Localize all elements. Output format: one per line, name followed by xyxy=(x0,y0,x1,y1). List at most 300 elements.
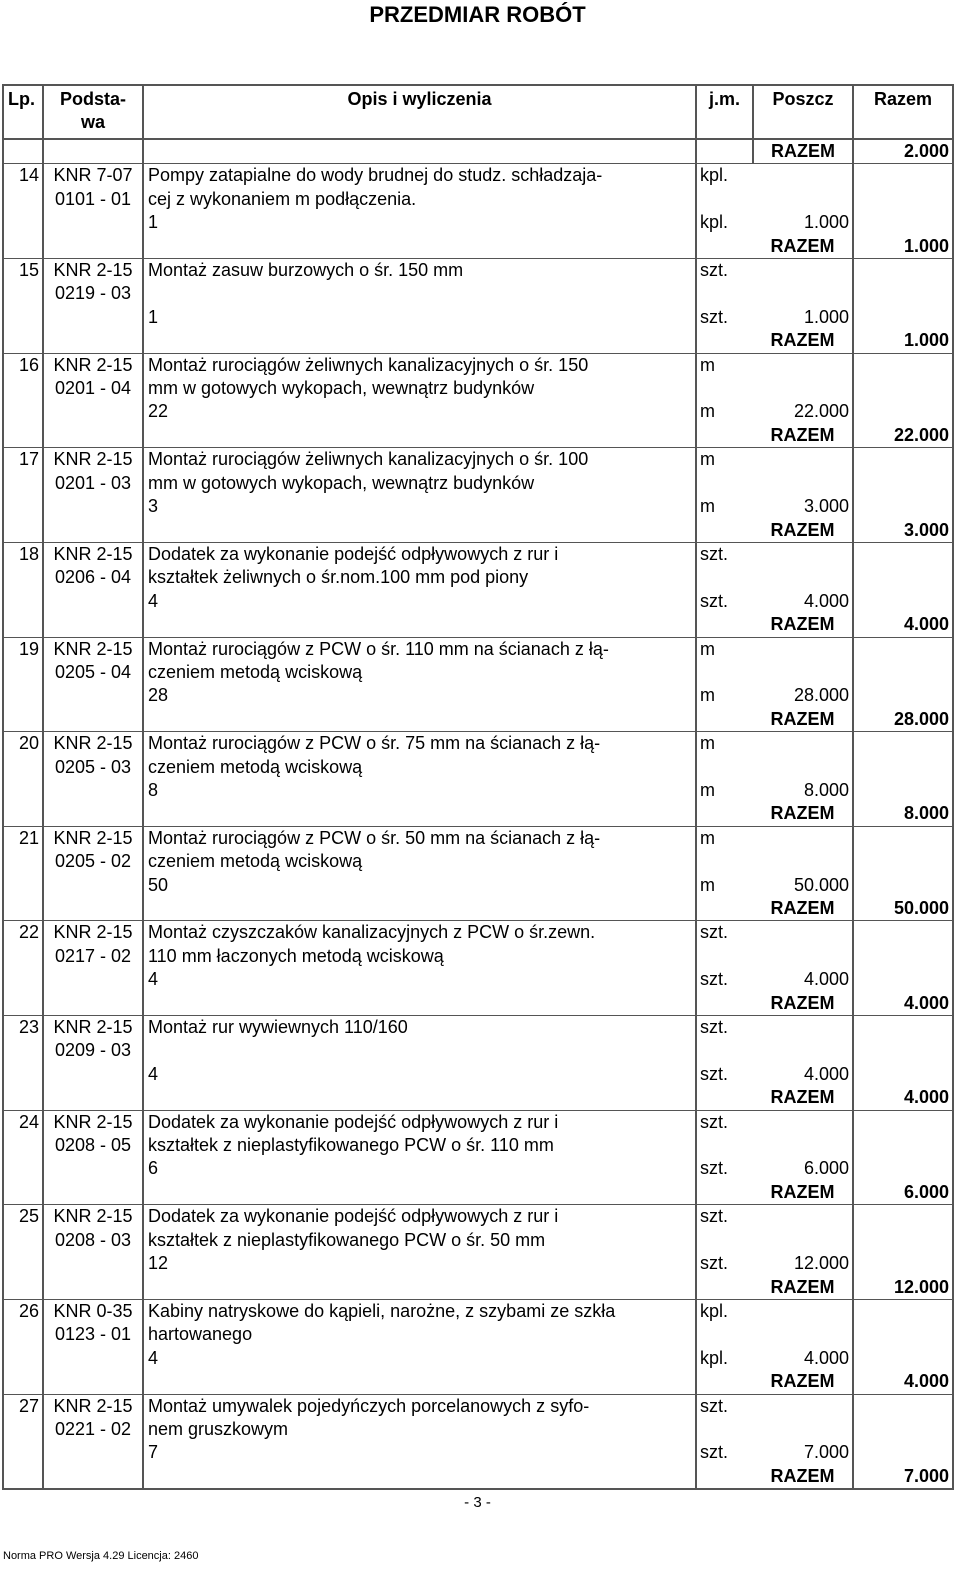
item-lp-empty xyxy=(3,1229,43,1252)
item-unit-empty xyxy=(696,1370,753,1394)
page-number: - 3 - xyxy=(464,1494,491,1511)
header-podstawa: Podsta- wa xyxy=(43,85,143,139)
item-unit-empty xyxy=(696,992,753,1016)
item-row-cont xyxy=(3,377,953,400)
item-description-line: Kabiny natryskowe do kąpieli, narożne, z szybami ze szkła xyxy=(143,1299,696,1323)
item-base-empty xyxy=(43,590,143,613)
item-lp-empty xyxy=(3,613,43,637)
item-calc-row xyxy=(3,400,953,423)
item-row-cont xyxy=(3,282,953,305)
item-poszcz-value: 3.000 xyxy=(753,495,853,518)
item-poszcz-value: 8.000 xyxy=(753,779,853,802)
item-calc-unit: m xyxy=(696,495,753,518)
item-desc-empty xyxy=(143,235,696,259)
razem-value: 1.000 xyxy=(853,235,953,259)
item-razem-empty xyxy=(853,921,953,945)
item-unit-empty xyxy=(696,1465,753,1489)
item-description-line: Montaż rurociągów żeliwnych kanalizacyjnych o śr. 150 xyxy=(143,353,696,377)
item-unit: m xyxy=(696,637,753,661)
item-calc-value: 1 xyxy=(143,211,696,234)
item-row xyxy=(3,164,953,188)
item-lp: 26 xyxy=(3,1299,43,1323)
initial-total-row xyxy=(3,139,953,164)
item-razem-empty xyxy=(853,1063,953,1086)
item-row xyxy=(3,637,953,661)
item-lp-empty xyxy=(3,945,43,968)
item-row xyxy=(3,921,953,945)
item-calc-row xyxy=(3,779,953,802)
razem-value: 8.000 xyxy=(853,802,953,826)
item-lp-empty xyxy=(3,661,43,684)
item-total-row xyxy=(3,519,953,543)
item-calc-unit: szt. xyxy=(696,1252,753,1275)
item-lp-empty xyxy=(3,1157,43,1180)
item-unit-empty xyxy=(696,708,753,732)
item-description-line: Montaż rurociągów z PCW o śr. 110 mm na ścianach z łą- xyxy=(143,637,696,661)
item-total-row xyxy=(3,1370,953,1394)
item-calc-unit: szt. xyxy=(696,1441,753,1464)
razem-label: RAZEM xyxy=(753,1370,853,1394)
item-calc-value: 50 xyxy=(143,874,696,897)
item-base-empty xyxy=(43,1276,143,1300)
item-total-row xyxy=(3,613,953,637)
item-poszcz-empty xyxy=(753,472,853,495)
item-description-line: nem gruszkowym xyxy=(143,1418,696,1441)
item-unit-empty xyxy=(696,566,753,589)
item-row-cont xyxy=(3,1134,953,1157)
item-description-line: Montaż rurociągów z PCW o śr. 50 mm na ścianach z łą- xyxy=(143,826,696,850)
item-lp: 23 xyxy=(3,1016,43,1040)
item-row xyxy=(3,1110,953,1134)
item-lp-empty xyxy=(3,756,43,779)
item-lp: 25 xyxy=(3,1205,43,1229)
item-base-code: KNR 2-15 xyxy=(43,826,143,850)
item-lp: 20 xyxy=(3,732,43,756)
item-description-line: Pompy zatapialne do wody brudnej do studz. schładzaja- xyxy=(143,164,696,188)
item-calc-unit: m xyxy=(696,684,753,707)
item-unit-empty xyxy=(696,1418,753,1441)
item-poszcz-empty xyxy=(753,448,853,472)
razem-label: RAZEM xyxy=(753,613,853,637)
item-row-cont xyxy=(3,1418,953,1441)
item-row xyxy=(3,732,953,756)
item-base-empty xyxy=(43,211,143,234)
item-lp-empty xyxy=(3,188,43,211)
item-base-empty xyxy=(43,1181,143,1205)
razem-label: RAZEM xyxy=(753,519,853,543)
item-calc-unit: m xyxy=(696,400,753,423)
item-poszcz-value: 4.000 xyxy=(753,968,853,991)
item-desc-empty xyxy=(143,613,696,637)
item-unit-empty xyxy=(696,1181,753,1205)
item-calc-unit: szt. xyxy=(696,968,753,991)
item-poszcz-empty xyxy=(753,188,853,211)
item-row xyxy=(3,448,953,472)
item-lp-empty xyxy=(3,211,43,234)
item-base-empty xyxy=(43,400,143,423)
razem-label: RAZEM xyxy=(753,235,853,259)
item-desc-empty xyxy=(143,1086,696,1110)
item-lp-empty xyxy=(3,1086,43,1110)
item-lp-empty xyxy=(3,1441,43,1464)
item-poszcz-value: 50.000 xyxy=(753,874,853,897)
item-lp-empty xyxy=(3,968,43,991)
item-calc-value: 28 xyxy=(143,684,696,707)
item-lp-empty xyxy=(3,282,43,305)
item-description-line: hartowanego xyxy=(143,1323,696,1346)
item-base-empty xyxy=(43,684,143,707)
item-base-code: KNR 2-15 xyxy=(43,732,143,756)
item-row xyxy=(3,542,953,566)
item-razem-empty xyxy=(853,1205,953,1229)
item-calc-value: 7 xyxy=(143,1441,696,1464)
item-razem-empty xyxy=(853,1299,953,1323)
item-unit-empty xyxy=(696,235,753,259)
item-base-code: KNR 2-15 xyxy=(43,921,143,945)
item-row-cont xyxy=(3,1039,953,1062)
item-poszcz-empty xyxy=(753,1134,853,1157)
item-lp: 21 xyxy=(3,826,43,850)
item-desc-empty xyxy=(143,897,696,921)
razem-value: 4.000 xyxy=(853,1086,953,1110)
item-poszcz-value: 12.000 xyxy=(753,1252,853,1275)
item-poszcz-value: 22.000 xyxy=(753,400,853,423)
item-razem-empty xyxy=(853,1157,953,1180)
header-opis: Opis i wyliczenia xyxy=(143,85,696,139)
item-razem-empty xyxy=(853,684,953,707)
item-razem-empty xyxy=(853,1323,953,1346)
item-row-cont xyxy=(3,566,953,589)
item-poszcz-value: 1.000 xyxy=(753,211,853,234)
cost-estimate-table xyxy=(2,84,954,1490)
item-calc-value: 8 xyxy=(143,779,696,802)
item-row-cont xyxy=(3,850,953,873)
razem-label: RAZEM xyxy=(753,329,853,353)
item-desc-empty xyxy=(143,992,696,1016)
item-unit-empty xyxy=(696,519,753,543)
item-base-empty xyxy=(43,968,143,991)
item-total-row xyxy=(3,329,953,353)
razem-value: 4.000 xyxy=(853,613,953,637)
item-lp-empty xyxy=(3,1252,43,1275)
item-lp-empty xyxy=(3,897,43,921)
item-base-number: 0217 - 02 xyxy=(43,945,143,968)
item-poszcz-empty xyxy=(753,164,853,188)
item-poszcz-empty xyxy=(753,1418,853,1441)
item-base-number: 0201 - 04 xyxy=(43,377,143,400)
item-calc-value: 22 xyxy=(143,400,696,423)
item-unit-empty xyxy=(696,1229,753,1252)
item-razem-empty xyxy=(853,1134,953,1157)
item-row-cont xyxy=(3,661,953,684)
item-unit-empty xyxy=(696,1086,753,1110)
item-base-empty xyxy=(43,992,143,1016)
item-description-line: cej z wykonaniem m podłączenia. xyxy=(143,188,696,211)
item-razem-empty xyxy=(853,306,953,329)
item-razem-empty xyxy=(853,826,953,850)
razem-value: 22.000 xyxy=(853,424,953,448)
item-calc-row xyxy=(3,1252,953,1275)
item-row-cont xyxy=(3,472,953,495)
item-total-row xyxy=(3,1465,953,1489)
header-razem: Razem xyxy=(853,85,953,139)
item-unit: szt. xyxy=(696,1205,753,1229)
item-desc-empty xyxy=(143,1276,696,1300)
item-razem-empty xyxy=(853,1016,953,1040)
item-lp-empty xyxy=(3,1418,43,1441)
item-lp-empty xyxy=(3,495,43,518)
item-base-code: KNR 2-15 xyxy=(43,1394,143,1418)
item-description-line: Montaż rur wywiewnych 110/160 xyxy=(143,1016,696,1040)
item-base-number: 0123 - 01 xyxy=(43,1323,143,1346)
item-unit: szt. xyxy=(696,1394,753,1418)
item-desc-empty xyxy=(143,1181,696,1205)
item-unit-empty xyxy=(696,850,753,873)
item-description-line: czeniem metodą wciskową xyxy=(143,756,696,779)
item-razem-empty xyxy=(853,542,953,566)
item-total-row xyxy=(3,1276,953,1300)
item-calc-row xyxy=(3,211,953,234)
item-calc-unit: szt. xyxy=(696,590,753,613)
item-unit: szt. xyxy=(696,259,753,283)
item-poszcz-empty xyxy=(753,259,853,283)
item-lp: 18 xyxy=(3,542,43,566)
item-razem-empty xyxy=(853,282,953,305)
item-razem-empty xyxy=(853,1441,953,1464)
item-base-empty xyxy=(43,306,143,329)
item-row xyxy=(3,1394,953,1418)
item-calc-value: 4 xyxy=(143,1063,696,1086)
item-unit-empty xyxy=(696,472,753,495)
item-razem-empty xyxy=(853,377,953,400)
item-poszcz-value: 6.000 xyxy=(753,1157,853,1180)
item-poszcz-empty xyxy=(753,945,853,968)
razem-value: 2.000 xyxy=(853,139,953,164)
item-base-number: 0205 - 02 xyxy=(43,850,143,873)
item-base-code: KNR 2-15 xyxy=(43,542,143,566)
item-lp-empty xyxy=(3,1181,43,1205)
item-row-cont xyxy=(3,188,953,211)
item-base-code: KNR 0-35 xyxy=(43,1299,143,1323)
item-calc-row xyxy=(3,590,953,613)
item-calc-value: 12 xyxy=(143,1252,696,1275)
item-unit-empty xyxy=(696,424,753,448)
item-description-line: czeniem metodą wciskową xyxy=(143,850,696,873)
item-lp: 22 xyxy=(3,921,43,945)
item-poszcz-empty xyxy=(753,1039,853,1062)
item-description-line: Dodatek za wykonanie podejść odpływowych z rur i xyxy=(143,1205,696,1229)
razem-value: 1.000 xyxy=(853,329,953,353)
item-razem-empty xyxy=(853,472,953,495)
item-row xyxy=(3,1299,953,1323)
item-poszcz-empty xyxy=(753,850,853,873)
razem-label: RAZEM xyxy=(753,992,853,1016)
item-base-empty xyxy=(43,424,143,448)
item-razem-empty xyxy=(853,448,953,472)
item-lp-empty xyxy=(3,802,43,826)
item-desc-empty xyxy=(143,802,696,826)
item-total-row xyxy=(3,802,953,826)
item-row-cont xyxy=(3,1323,953,1346)
item-calc-row xyxy=(3,1441,953,1464)
item-base-empty xyxy=(43,708,143,732)
item-base-empty xyxy=(43,802,143,826)
item-base-number: 0101 - 01 xyxy=(43,188,143,211)
item-total-row xyxy=(3,992,953,1016)
item-base-empty xyxy=(43,495,143,518)
item-row-cont xyxy=(3,756,953,779)
item-description-line xyxy=(143,282,696,305)
item-description-line: mm w gotowych wykopach, wewnątrz budynków xyxy=(143,472,696,495)
item-poszcz-empty xyxy=(753,826,853,850)
item-base-empty xyxy=(43,1347,143,1370)
item-lp-empty xyxy=(3,708,43,732)
item-base-empty xyxy=(43,613,143,637)
item-unit-empty xyxy=(696,897,753,921)
item-calc-row xyxy=(3,874,953,897)
item-lp-empty xyxy=(3,1323,43,1346)
item-base-number: 0221 - 02 xyxy=(43,1418,143,1441)
item-razem-empty xyxy=(853,353,953,377)
item-poszcz-empty xyxy=(753,756,853,779)
item-total-row xyxy=(3,1181,953,1205)
item-poszcz-value: 1.000 xyxy=(753,306,853,329)
item-base-number: 0208 - 03 xyxy=(43,1229,143,1252)
item-calc-row xyxy=(3,495,953,518)
razem-value: 12.000 xyxy=(853,1276,953,1300)
item-row-cont xyxy=(3,945,953,968)
item-base-empty xyxy=(43,1370,143,1394)
item-base-code: KNR 2-15 xyxy=(43,1110,143,1134)
item-desc-empty xyxy=(143,424,696,448)
item-desc-empty xyxy=(143,708,696,732)
item-description-line xyxy=(143,1039,696,1062)
item-total-row xyxy=(3,424,953,448)
item-poszcz-empty xyxy=(753,282,853,305)
item-description-line: Dodatek za wykonanie podejść odpływowych z rur i xyxy=(143,1110,696,1134)
item-unit-empty xyxy=(696,1039,753,1062)
item-calc-value: 3 xyxy=(143,495,696,518)
item-description-line: Montaż czyszczaków kanalizacyjnych z PCW o śr.zewn. xyxy=(143,921,696,945)
item-poszcz-empty xyxy=(753,1323,853,1346)
item-razem-empty xyxy=(853,850,953,873)
item-unit-empty xyxy=(696,188,753,211)
item-lp-empty xyxy=(3,329,43,353)
item-lp-empty xyxy=(3,377,43,400)
header-row xyxy=(3,85,953,139)
item-lp: 19 xyxy=(3,637,43,661)
item-base-code: KNR 2-15 xyxy=(43,259,143,283)
item-lp-empty xyxy=(3,472,43,495)
razem-value: 28.000 xyxy=(853,708,953,732)
item-base-number: 0205 - 04 xyxy=(43,661,143,684)
item-lp-empty xyxy=(3,590,43,613)
item-razem-empty xyxy=(853,566,953,589)
document-title: PRZEDMIAR ROBÓT xyxy=(369,2,586,27)
item-lp-empty xyxy=(3,1347,43,1370)
item-calc-row xyxy=(3,1157,953,1180)
item-unit-empty xyxy=(696,756,753,779)
razem-value: 4.000 xyxy=(853,1370,953,1394)
item-lp-empty xyxy=(3,566,43,589)
item-total-row xyxy=(3,708,953,732)
item-lp-empty xyxy=(3,1370,43,1394)
item-unit: kpl. xyxy=(696,164,753,188)
item-razem-empty xyxy=(853,211,953,234)
item-unit-empty xyxy=(696,613,753,637)
item-unit: kpl. xyxy=(696,1299,753,1323)
item-unit-empty xyxy=(696,329,753,353)
item-unit: m xyxy=(696,826,753,850)
item-lp: 16 xyxy=(3,353,43,377)
item-unit-empty xyxy=(696,802,753,826)
item-description-line: Montaż rurociągów żeliwnych kanalizacyjnych o śr. 100 xyxy=(143,448,696,472)
item-desc-empty xyxy=(143,1370,696,1394)
item-calc-unit: m xyxy=(696,874,753,897)
item-unit: szt. xyxy=(696,921,753,945)
razem-value: 50.000 xyxy=(853,897,953,921)
item-base-code: KNR 2-15 xyxy=(43,1016,143,1040)
item-razem-empty xyxy=(853,259,953,283)
header-jm: j.m. xyxy=(696,85,753,139)
item-base-code: KNR 2-15 xyxy=(43,353,143,377)
item-description-line: kształtek żeliwnych o śr.nom.100 mm pod piony xyxy=(143,566,696,589)
item-row-cont xyxy=(3,1229,953,1252)
item-lp: 27 xyxy=(3,1394,43,1418)
item-base-number: 0219 - 03 xyxy=(43,282,143,305)
item-base-empty xyxy=(43,519,143,543)
item-razem-empty xyxy=(853,400,953,423)
item-lp-empty xyxy=(3,779,43,802)
item-description-line: mm w gotowych wykopach, wewnątrz budynków xyxy=(143,377,696,400)
item-lp-empty xyxy=(3,424,43,448)
item-lp-empty xyxy=(3,235,43,259)
item-poszcz-empty xyxy=(753,353,853,377)
item-razem-empty xyxy=(853,1418,953,1441)
item-calc-row xyxy=(3,1347,953,1370)
item-base-number: 0205 - 03 xyxy=(43,756,143,779)
item-razem-empty xyxy=(853,1394,953,1418)
razem-label: RAZEM xyxy=(753,1181,853,1205)
item-lp-empty xyxy=(3,850,43,873)
item-row xyxy=(3,353,953,377)
item-razem-empty xyxy=(853,1110,953,1134)
item-razem-empty xyxy=(853,874,953,897)
item-description-line: kształtek z nieplastyfikowanego PCW o śr. 110 mm xyxy=(143,1134,696,1157)
item-razem-empty xyxy=(853,732,953,756)
item-unit: szt. xyxy=(696,542,753,566)
item-calc-value: 4 xyxy=(143,1347,696,1370)
item-unit-empty xyxy=(696,945,753,968)
item-calc-unit: kpl. xyxy=(696,1347,753,1370)
header-poszcz: Poszcz xyxy=(753,85,853,139)
item-total-row xyxy=(3,897,953,921)
item-poszcz-empty xyxy=(753,566,853,589)
item-base-empty xyxy=(43,1252,143,1275)
razem-label: RAZEM xyxy=(753,139,853,164)
item-poszcz-value: 4.000 xyxy=(753,590,853,613)
razem-value: 4.000 xyxy=(853,992,953,1016)
item-poszcz-value: 4.000 xyxy=(753,1347,853,1370)
item-base-empty xyxy=(43,779,143,802)
item-base-empty xyxy=(43,1465,143,1489)
item-lp-empty xyxy=(3,519,43,543)
item-base-empty xyxy=(43,1157,143,1180)
item-poszcz-empty xyxy=(753,377,853,400)
item-base-code: KNR 7-07 xyxy=(43,164,143,188)
razem-value: 7.000 xyxy=(853,1465,953,1489)
item-poszcz-value: 4.000 xyxy=(753,1063,853,1086)
